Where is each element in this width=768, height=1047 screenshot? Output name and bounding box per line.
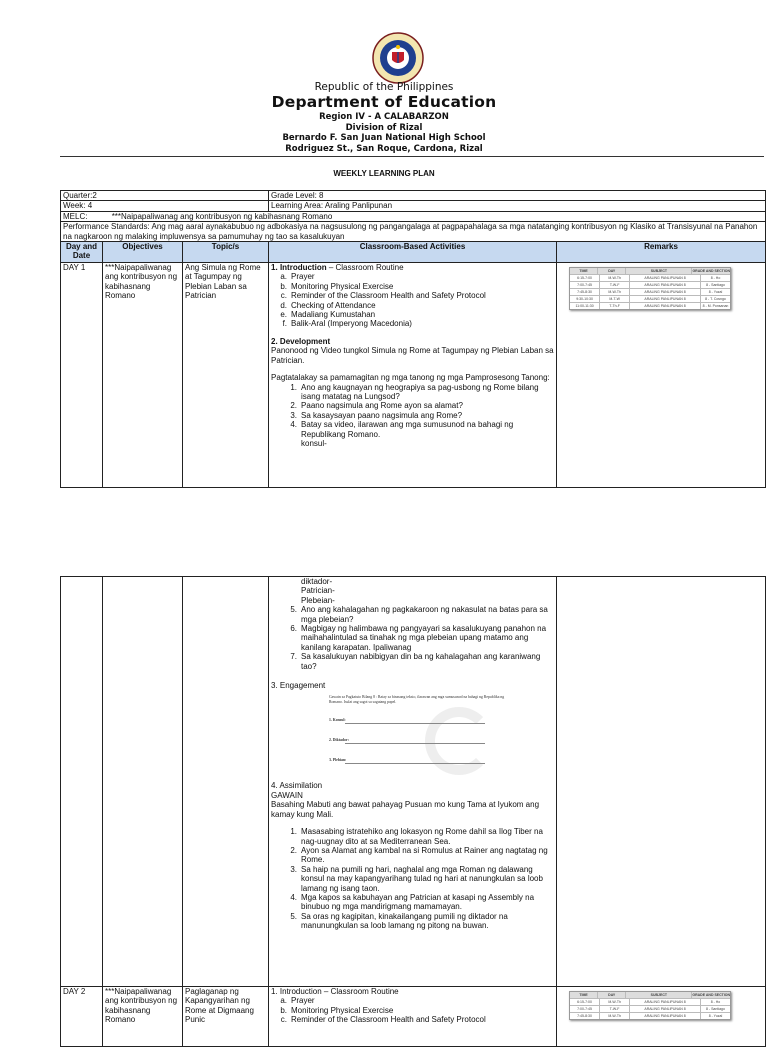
list-item: 1. Ano ang kaugnayan ng heograpiya sa pag-usbong ng Rome bilang isang matatag na Lungsod? <box>290 382 539 401</box>
list-item: 2. Paano nagsimula ang Rome ayon sa alamat? <box>290 401 463 411</box>
day1-objective: ***Naipapaliwanag ang kontribusyon ng kabihasnang Romano <box>103 263 183 488</box>
weekly-plan-table <box>60 190 766 488</box>
week-cell: Week: 4 <box>61 201 269 211</box>
day-cell <box>61 577 103 987</box>
day1-remarks <box>557 263 766 488</box>
list-item: 3. Sa kasaysayan paano nagsimula ang Rome? <box>290 410 463 420</box>
melc-label: MELC: <box>63 211 88 221</box>
list-item: 7. Sa kasalukuyan nabibigyan din ba ng kahalagahan ang karaniwang tao? <box>290 652 541 671</box>
col-activities-header: Classroom-Based Activities <box>269 242 557 263</box>
introduction-heading: 1. Introduction – Classroom Routine <box>271 987 399 996</box>
list-item: d. Checking of Attendance <box>280 300 376 310</box>
col-remarks-header: Remarks <box>557 242 766 263</box>
assimilation-text: Basahing Mabuti ang bawat pahayag Pusuan mo kung Tama at Iyukom ang kamay kung Mali. <box>271 800 540 819</box>
worksheet-heading: Gawain sa Pagkatuto Bilang 8 : Batay sa binasang teksto, ilarawan ang mga sumusunod na bahagi ng Republika ng Romano. Isulat ang sagot sa sagutang papel. <box>329 695 505 705</box>
worksheet-item: 3. Plebian: <box>329 758 347 763</box>
address-line: Rodriguez St., San Roque, Cardona, Rizal <box>285 143 483 154</box>
list-item: c. Reminder of the Classroom Health and Safety Protocol <box>280 291 486 301</box>
region-line: Region IV - A CALABARZON <box>319 112 449 122</box>
development-heading: 2. Development <box>271 336 331 346</box>
list-item: a. Prayer <box>280 996 315 1006</box>
routine-list <box>271 272 554 328</box>
day2-activities <box>269 987 557 1047</box>
grade-level-cell: Grade Level: 8 <box>269 191 766 201</box>
performance-standards-cell: Performance Standards: Ang mag aaral aynakabubuo ng adbokasiya na nagsusulong ng pangangalaga at pagpapahalaga sa mga natatanging kontribusyon ng Klasiko at Transisyunal na Panahon na nagkaroon ng malaking impluwensya sa pamumuhay ng tao sa kasalukuyan <box>61 222 766 242</box>
engagement-heading: 3. Engagement <box>271 681 326 691</box>
day1-activities <box>269 263 557 488</box>
day2-objective: ***Naipapaliwanag ang kontribusyon ng kabihasnang Romano <box>103 987 183 1047</box>
gawain-label: GAWAIN <box>271 790 303 800</box>
list-item: 5. Sa oras ng kagipitan, kinakailangang pumili ng diktador na manunungkulan sa loob lamang ng pitong na buwan. <box>290 911 508 931</box>
worksheet-image <box>323 693 513 773</box>
list-item: e. Madaliang Kumustahan <box>280 310 376 320</box>
melc-text: ***Naipapaliwanag ang kontribusyon ng kabihasnang Romano <box>111 211 333 221</box>
list-item: a. Prayer <box>280 272 315 282</box>
department-title: Department of Education <box>271 93 497 111</box>
day2-table <box>60 986 766 1047</box>
day1-topic: Ang Simula ng Rome at Tagumpay ng Plebian Laban sa Patrician <box>183 263 269 488</box>
question-list <box>271 605 554 671</box>
republic-line: Republic of the Philippines <box>314 81 454 93</box>
list-item: 4. Mga kapos sa kabuhayan ang Patrician at kasapi ng Assembly na binubuo ng mga mandirigmang mamamayan. <box>290 892 535 912</box>
day2-remarks <box>557 987 766 1047</box>
list-item: f. Balik-Aral (Imperyong Macedonia) <box>282 319 412 329</box>
topic-cell <box>183 577 269 987</box>
col-topics-header: Topic/s <box>183 242 269 263</box>
objective-cell <box>103 577 183 987</box>
list-item: 3. Sa haip na pumili ng hari, naghalal ang mga Roman ng dalawang konsul na may kapangyarihang tulad ng hari at nanungkulan sa loob lamang ng isang taon. <box>290 864 543 893</box>
col-objectives-header: Objectives <box>103 242 183 263</box>
list-item: 2. Ayon sa Alamat ang kambal na si Romulus at Rainer ang nagtatag ng Rome. <box>290 845 548 865</box>
day2-topic: Paglaganap ng Kapangyarihan ng Rome at Digmaang Punic <box>183 987 269 1047</box>
learning-area-cell: Learning Area: Araling Panlipunan <box>269 201 766 211</box>
sub-item: konsul- <box>301 438 327 448</box>
sub-item: Plebeian- <box>301 595 335 605</box>
list-item: 5. Ano ang kahalagahan ng pagkakaroon ng nakasulat na batas para sa mga plebeian? <box>290 605 548 624</box>
worksheet-item: 1. Konsul: <box>329 718 346 723</box>
header-divider <box>60 156 764 157</box>
discussion-text: Pagtatalakay sa pamamagitan ng mga tanong ng mga Pamprosesong Tanong: <box>271 373 550 383</box>
quarter-cell: Quarter:2 <box>61 191 269 201</box>
sub-item: diktador- <box>301 577 333 586</box>
list-item: 4. Batay sa video, ilarawan ang mga sumusunod na bahagi ng Republikang Romano. <box>290 420 514 439</box>
sub-item: Patrician- <box>301 586 335 596</box>
document-title: WEEKLY LEARNING PLAN <box>333 169 435 178</box>
introduction-heading: 1. Introduction – Classroom Routine <box>271 263 404 273</box>
question-list <box>271 383 554 439</box>
melc-row <box>61 211 766 221</box>
statement-list <box>271 827 554 930</box>
school-line: Bernardo F. San Juan National High School <box>282 133 486 143</box>
list-item: 1. Masasabing istratehiko ang lokasyon ng Rome dahil sa Ilog Tiber na nag-uugnay dito at sa Mediterranean Sea. <box>290 827 543 846</box>
routine-list <box>271 996 554 1024</box>
list-item: 6. Magbigay ng halimbawa ng pangyayari sa kasalukuyang panahon na maihahalintulad sa tinahak ng mga plebeian upang matamo ang kanilang karapatan. Ipaliwanag <box>290 624 547 652</box>
remarks-cell <box>557 577 766 987</box>
continued-activities <box>269 577 557 987</box>
list-item: c. Reminder of the Classroom Health and Safety Protocol <box>280 1015 486 1025</box>
weekly-plan-table-continued <box>60 576 766 987</box>
day2-cell: DAY 2 <box>61 987 103 1047</box>
assimilation-heading: 4. Assimilation <box>271 781 323 791</box>
worksheet-item: 2. Diktador: <box>329 738 349 743</box>
schedule-table-image: TIME DAY SUBJECT GRADE AND SECTION 6:15-7:00 M-W-Th ARALING PANLIPUNAN 8 8 - Ho 7:00-7:45 T-W-F ARALING PANLIPUNAN 8 8 - Santiago 7:45-8:30 M-W-Th ARALING PANLIPUNAN 8 8 - Yuzal <box>569 991 731 1020</box>
list-item: b. Monitoring Physical Exercise <box>280 1005 394 1015</box>
day1-cell: DAY 1 <box>61 263 103 488</box>
division-line: Division of Rizal <box>345 122 423 133</box>
col-day-header: Day and Date <box>61 242 103 263</box>
deped-seal-icon <box>372 32 424 84</box>
schedule-table-image: TIME DAY SUBJECT GRADE AND SECTION 6:15-7:00 M-W-Th ARALING PANLIPUNAN 8 8 - Ho 7:00-7:45 T-W-F ARALING PANLIPUNAN 8 8 - Santiago 7:45-8:30 M-W-Th ARALING PANLIPUNAN 8 8 - Yuzal 9:30-10:30 M-T-W ARALING PANLIPUNAN 8 8 - T. Cosngo 11:00-11:30 T-Th-F ARALING PANLIPUNAN 8 8 - M. Ponsanan <box>569 267 731 310</box>
list-item: b. Monitoring Physical Exercise <box>280 281 394 291</box>
development-text: Panonood ng Video tungkol Simula ng Rome at Tagumpay ng Plebian Laban sa Patrician. <box>271 346 554 365</box>
